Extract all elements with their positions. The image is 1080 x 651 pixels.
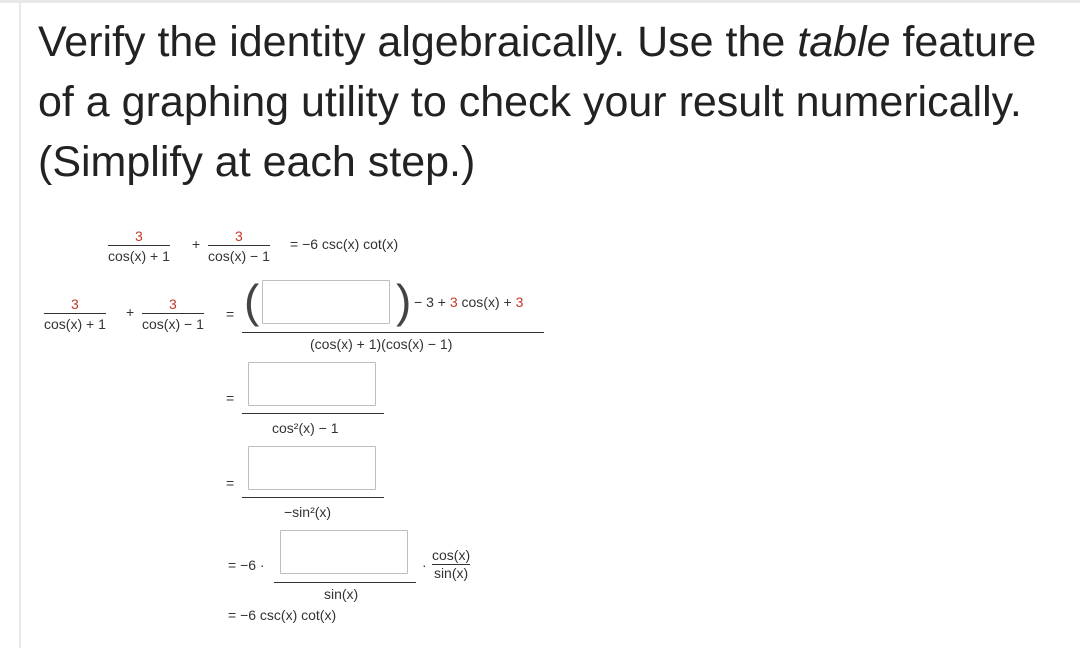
step4-fraction-bar: [274, 582, 416, 583]
identity-numerator-2: 3: [235, 228, 243, 244]
prompt-italic-word: table: [797, 18, 891, 66]
step1-numerator-2: 3: [169, 296, 177, 312]
step1-numerator-tail: [414, 294, 523, 310]
equals-sign: =: [226, 475, 235, 491]
step4-denominator: sin(x): [324, 586, 359, 602]
tail-text-c: cos(x) +: [457, 294, 516, 310]
open-paren: (: [244, 275, 260, 327]
identity-fraction-2: [208, 228, 270, 265]
identity-numerator-1: 3: [135, 228, 143, 244]
step1-denominator-1: cos(x) + 1: [44, 316, 106, 332]
step3-denominator: −sin²(x): [284, 504, 332, 520]
prompt-text-1: Verify the identity algebraically. Use the: [38, 18, 798, 66]
plus-sign: +: [126, 304, 135, 320]
step2-fraction-bar: [242, 413, 384, 414]
step4-trailing-fraction: [432, 547, 470, 580]
step1-numerator-1: 3: [71, 296, 79, 312]
multiplication-dot: ·: [422, 557, 427, 573]
step4-fraction-numerator: cos(x): [432, 547, 471, 563]
step1-denominator-2: cos(x) − 1: [142, 316, 204, 332]
step4-prefix: = −6 ·: [228, 557, 265, 573]
step1-denominator: (cos(x) + 1)(cos(x) − 1): [310, 336, 453, 352]
step3-answer-input[interactable]: [248, 446, 376, 490]
fraction-bar: [108, 245, 170, 246]
identity-fraction-1: [108, 228, 170, 265]
step1-fraction-1: [44, 296, 106, 333]
step2-denominator: cos²(x) − 1: [272, 420, 339, 436]
identity-denominator-1: cos(x) + 1: [108, 248, 170, 264]
prompt-text-2: feature of a graphing utility to check your result numerically. (Simplify at each step.): [38, 18, 1037, 186]
equals-sign: =: [226, 306, 235, 322]
step2-answer-input[interactable]: [248, 362, 376, 406]
step3-fraction-bar: [242, 497, 384, 498]
question-prompt: [38, 12, 1068, 192]
close-paren: ): [396, 275, 412, 327]
step1-answer-input[interactable]: [262, 280, 390, 324]
identity-denominator-2: cos(x) − 1: [208, 248, 270, 264]
fraction-bar: [44, 313, 106, 314]
tail-number-b: 3: [449, 294, 458, 310]
plus-sign: +: [192, 236, 201, 252]
identity-rhs: = −6 csc(x) cot(x): [290, 236, 399, 252]
fraction-bar: [208, 245, 270, 246]
final-result: = −6 csc(x) cot(x): [228, 607, 337, 623]
step4-answer-input[interactable]: [280, 530, 408, 574]
tail-number-d: 3: [515, 294, 524, 310]
step4-fraction-denominator: sin(x): [433, 565, 469, 581]
tail-text-a: − 3 +: [414, 294, 450, 310]
equals-sign: =: [226, 390, 235, 406]
fraction-bar: [142, 313, 204, 314]
step1-fraction-2: [142, 296, 204, 333]
step1-fraction-bar: [242, 332, 544, 333]
